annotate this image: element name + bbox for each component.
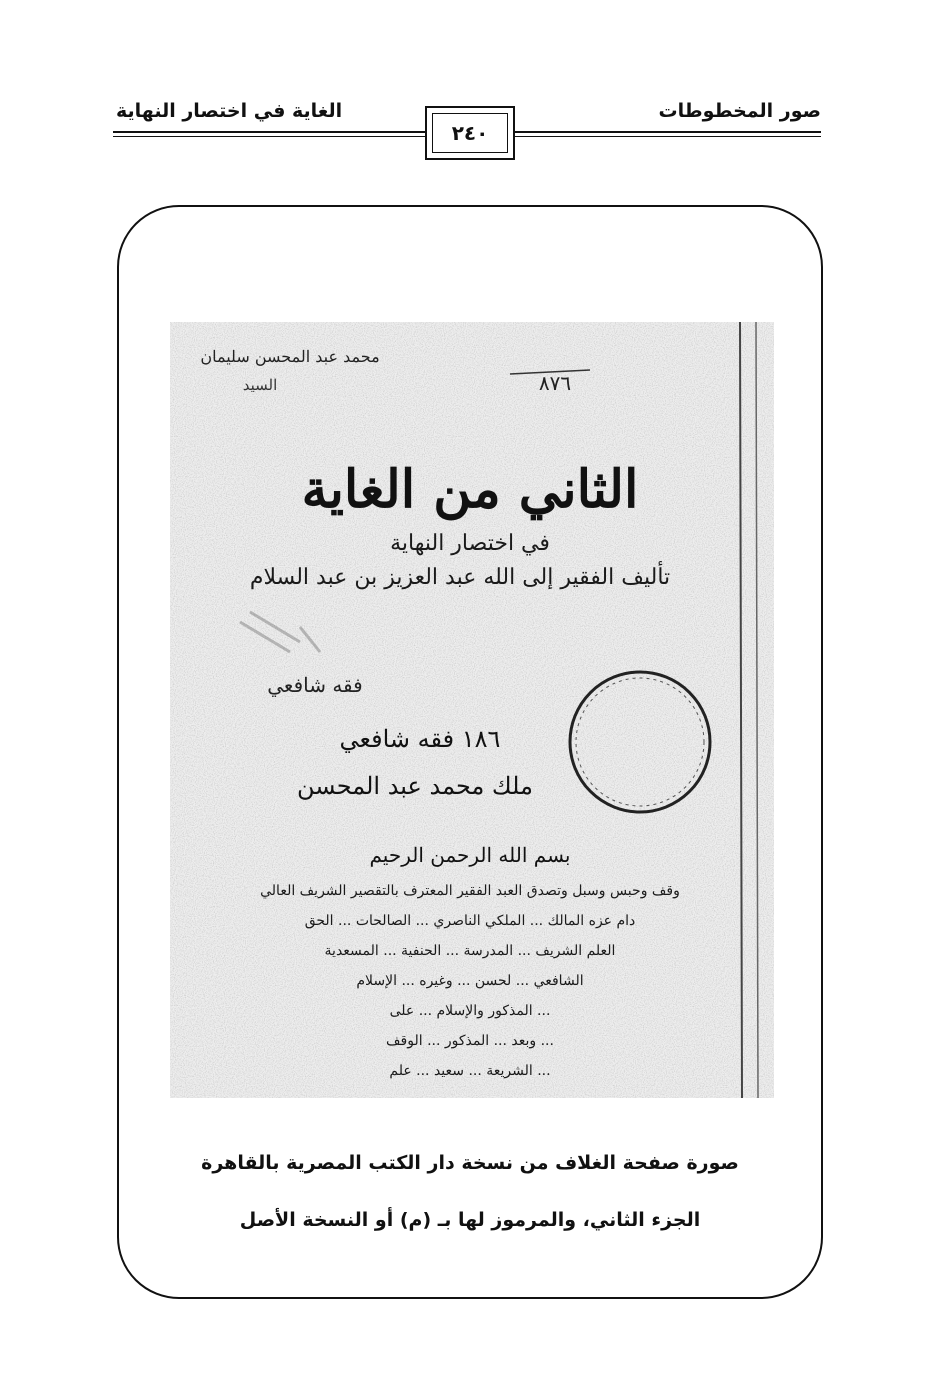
caption-line-2: الجزء الثاني، والمرموز لها بـ (م) أو النسخة الأصل [239, 1209, 701, 1231]
manuscript-subtitle: في اختصار النهاية [390, 531, 550, 556]
caption-line-1: صورة صفحة الغلاف من نسخة دار الكتب المصرية بالقاهرة [201, 1152, 739, 1174]
manuscript-author: تأليف الفقير إلى الله عبد العزيز بن عبد السلام [249, 565, 671, 590]
manuscript-title: الثاني من الغاية [301, 459, 639, 520]
text-line: وقف وحبس وسبل وتصدق العبد الفقير المعترف بالتقصير الشريف العالي [260, 883, 680, 899]
page-number-box [425, 106, 515, 160]
ownership-note: ملك محمد عبد المحسن [297, 772, 533, 800]
text-line: الشافعي ... لحسن ... وغيره ... الإسلام [356, 973, 584, 989]
text-line: دام عزه المالك ... الملكي الناصري ... الصالحات ... الحق [304, 913, 636, 929]
classification-note: فقه شافعي [267, 673, 363, 697]
owner-note-1: محمد عبد المحسن سليمان [200, 347, 380, 366]
manuscript-scan [170, 322, 774, 1098]
page-number: ٢٤٠ [432, 113, 508, 153]
text-line: العلم الشريف ... المدرسة ... الحنفية ... المسعدية [324, 943, 616, 959]
text-line: ... المذكور والإسلام ... على [389, 1003, 551, 1019]
owner-note-2: السيد [242, 376, 278, 394]
text-line: ... وبعد ... المذكور ... الوقف [386, 1033, 554, 1049]
header-book-title: الغاية في اختصار النهاية [116, 100, 343, 122]
basmala: بسم الله الرحمن الرحيم [369, 843, 571, 867]
text-line: ... الشريعة ... سعيد ... علم [389, 1063, 551, 1079]
catalog-number: ٨٧٦ [538, 371, 572, 395]
shelf-number: ١٨٦ فقه شافعي [339, 725, 501, 753]
manuscript-drawing [170, 322, 774, 1098]
header-section-title: صور المخطوطات [658, 100, 821, 122]
